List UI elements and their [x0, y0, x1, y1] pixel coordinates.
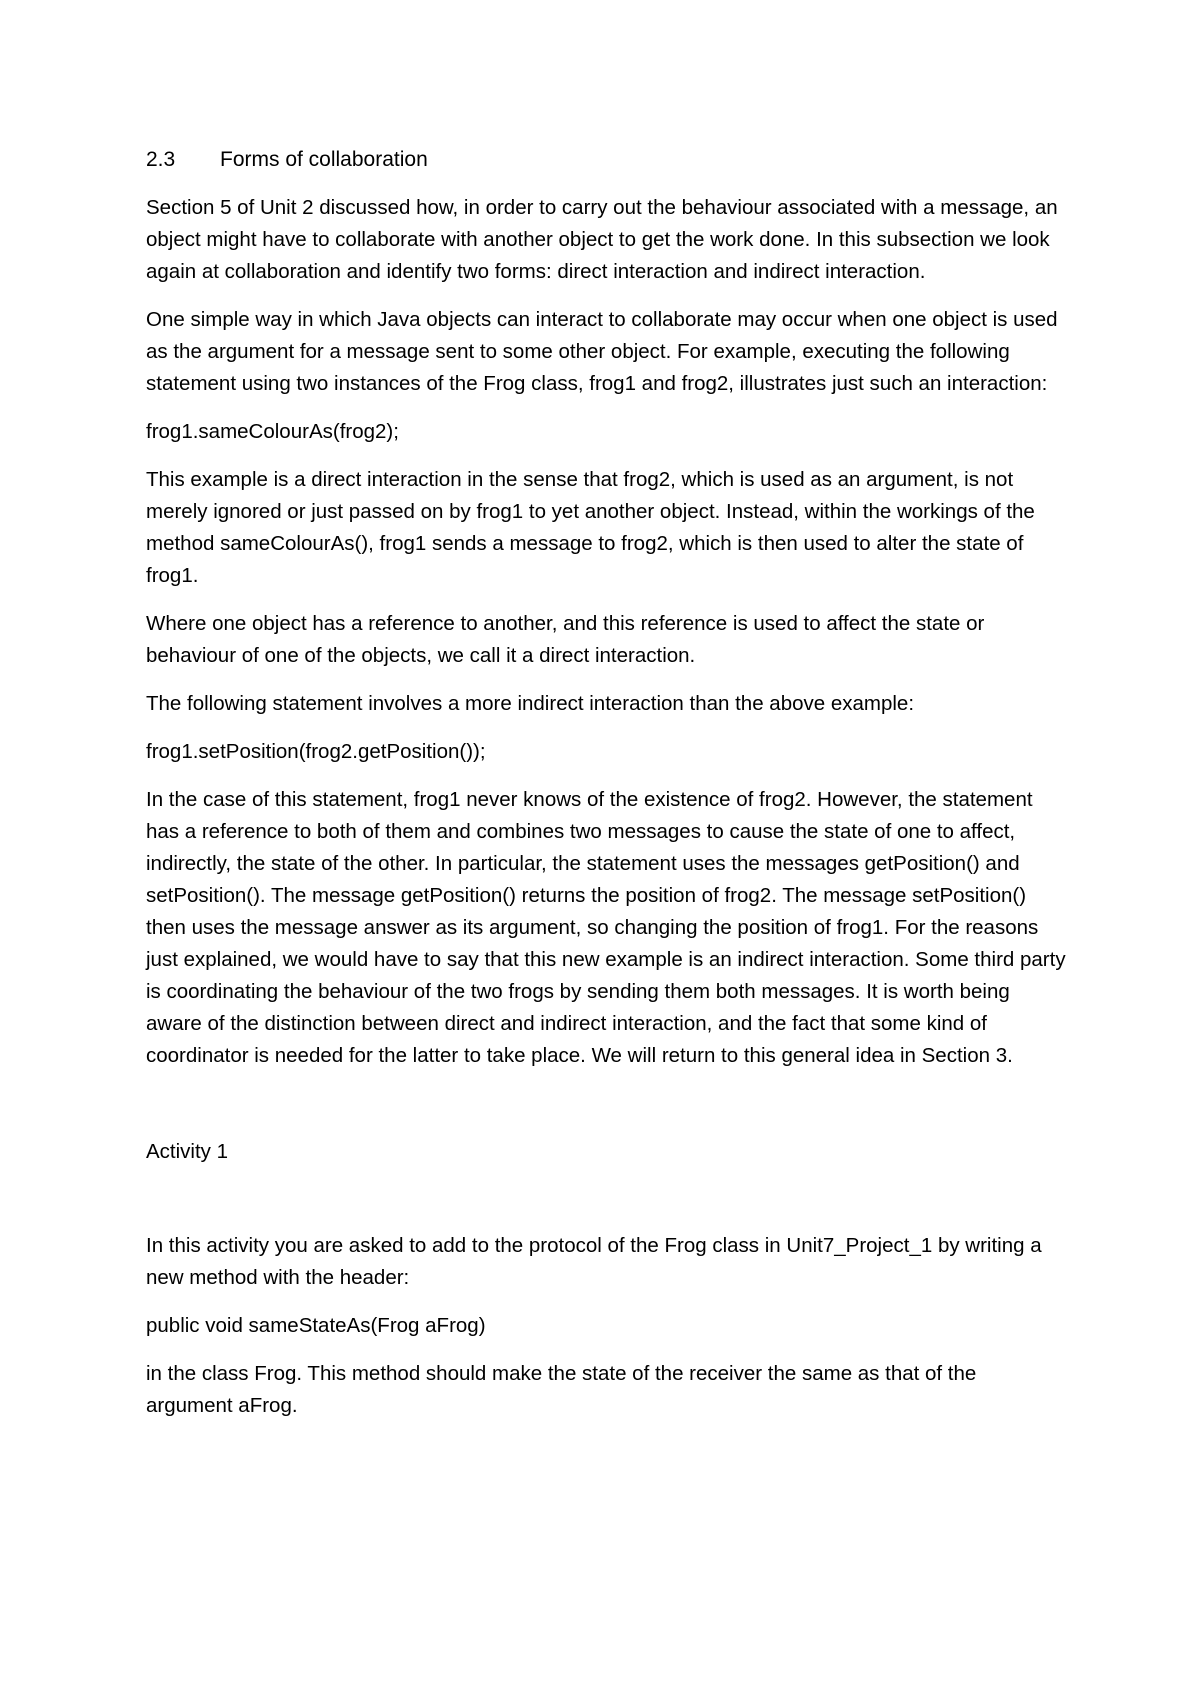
paragraph-indirect-explanation: In the case of this statement, frog1 never knows of the existence of frog2. However, the statement has a reference to both of them and combines two messages to cause the state of one to affect, indirectly, the state of the other. In particular, the statement uses the messages getPosition() and setPosition(). The message getPosition() returns the position of frog2. The message setPosition() then uses the message answer as its argument, so changing the position of frog1. For the reasons just explained, we would have to say that this new example is an indirect interaction. Some third party is coordinating the behaviour of the two frogs by sending them both messages. It is worth being aware of the distinction between direct and indirect interaction, and the fact that some kind of coordinator is needed for the latter to take place. We will return to this general idea in Section 3. [146, 788, 1066, 1067]
paragraph-collaboration-intro: Section 5 of Unit 2 discussed how, in order to carry out the behaviour associated with a message, an object might have to collaborate with another object to get the work done. In this subsection we look again at collaboration and identify two forms: direct interaction and indirect interaction. [146, 196, 1058, 283]
paragraph-argument-interaction: One simple way in which Java objects can interact to collaborate may occur when one object is used as the argument for a message sent to some other object. For example, executing the following statement using two instances of the Frog class, frog1 and frog2, illustrates just such an interaction: [146, 308, 1058, 395]
activity-outro: in the class Frog. This method should make the state of the receiver the same as that of the argument aFrog. [146, 1362, 977, 1417]
activity-title: Activity 1 [146, 1140, 229, 1163]
section-title: Forms of collaboration [220, 148, 428, 171]
section-heading [146, 144, 1066, 176]
document-content [146, 144, 1066, 1438]
code-set-position: frog1.setPosition(frog2.getPosition()); [146, 740, 486, 763]
paragraph-direct-definition: Where one object has a reference to another, and this reference is used to affect the state or behaviour of one of the objects, we call it a direct interaction. [146, 612, 985, 667]
spacer [146, 1184, 1066, 1230]
spacer [146, 1088, 1066, 1136]
code-same-colour: frog1.sameColourAs(frog2); [146, 420, 399, 443]
section-number: 2.3 [146, 148, 176, 171]
paragraph-direct-example: This example is a direct interaction in the sense that frog2, which is used as an argument, is not merely ignored or just passed on by frog1 to yet another object. Instead, within the workings of the method sameColourAs(), frog1 sends a message to frog2, which is then used to alter the state of frog1. [146, 468, 1035, 587]
paragraph-indirect-lead: The following statement involves a more indirect interaction than the above example: [146, 692, 915, 715]
activity-intro: In this activity you are asked to add to the protocol of the Frog class in Unit7_Project_1 by writing a new method with the header: [146, 1234, 1042, 1289]
code-method-header: public void sameStateAs(Frog aFrog) [146, 1314, 486, 1337]
